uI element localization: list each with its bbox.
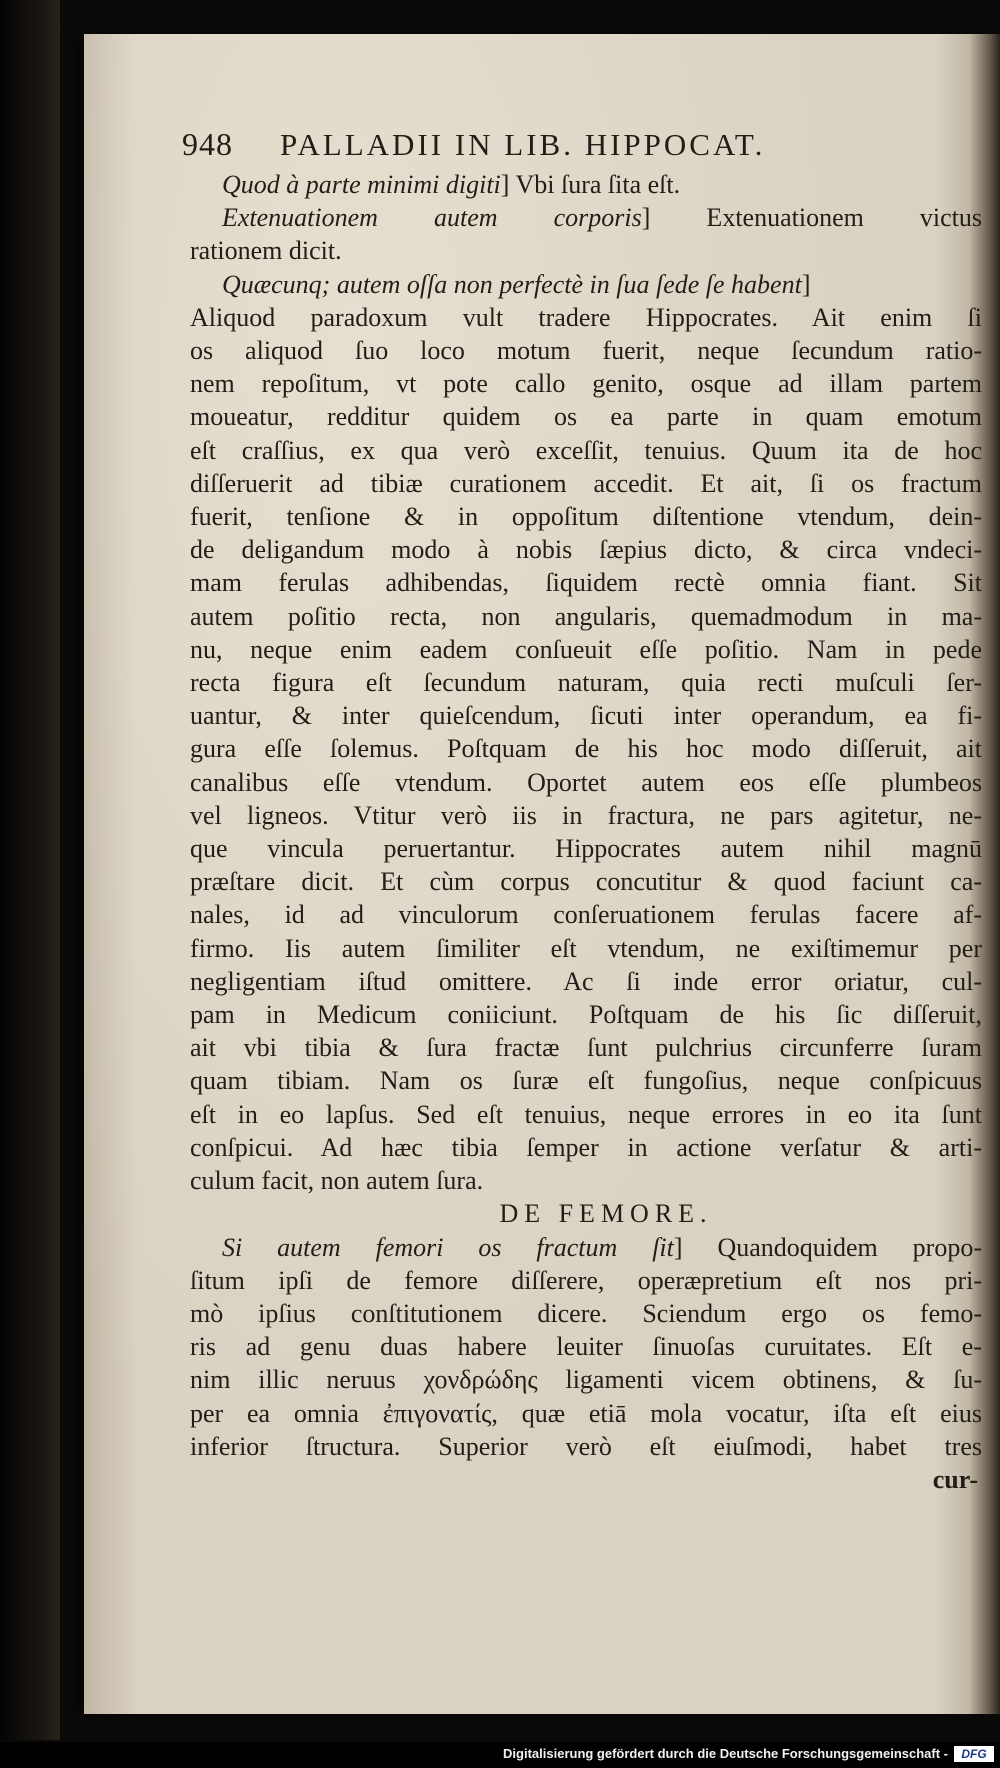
catchword: cur- xyxy=(932,1464,978,1494)
text-line xyxy=(190,201,982,234)
line-text: ] Extenuationem victus xyxy=(641,203,982,233)
lemma-citation: Quæcunq; autem oſſa non perfectè in ſua ſede ſe habent xyxy=(222,269,802,299)
text-line xyxy=(190,1330,982,1363)
text-line xyxy=(190,367,982,400)
line-text: pam in Medicum coniiciunt. Poſtquam de his ſic diſſeruit, xyxy=(190,1000,982,1030)
line-text: de deligandum modo à nobis ſæpius dicto, & circa vndeci- xyxy=(190,535,982,565)
text-line xyxy=(190,1098,982,1131)
line-text: ſitum ipſi de femore diſſerere, operæpretium eſt nos pri- xyxy=(190,1265,982,1295)
lemma-citation: Quod à parte minimi digiti xyxy=(222,170,501,199)
line-text: fuerit, tenſione & in oppoſitum diſtentione vtendum, dein- xyxy=(190,502,982,532)
text-line xyxy=(190,301,982,334)
line-text: culum facit, non autem ſura. xyxy=(190,1166,484,1196)
line-text: gura eſſe ſolemus. Poſtquam de his hoc modo diſſeruit, ait xyxy=(190,734,982,764)
text-line xyxy=(190,732,982,765)
text-line xyxy=(190,1064,982,1097)
line-text: recta figura eſt ſecundum naturam, quia recti muſculi ſer- xyxy=(190,668,982,698)
text-line xyxy=(190,898,982,931)
text-line xyxy=(190,832,982,865)
line-text: Aliquod paradoxum vult tradere Hippocrates. Ait enim ſi xyxy=(190,302,982,332)
line-text: nim illic neruus χονδρώδης ligamenti vicem obtinens, & ſu- xyxy=(190,1365,982,1395)
dfg-logo: DFG xyxy=(954,1746,994,1762)
line-text: que vincula peruertantur. Hippocrates autem nihil magnū xyxy=(190,834,982,864)
line-text: autem poſitio recta, non angularis, quemadmodum in ma- xyxy=(190,601,982,631)
line-text: os aliquod ſuo loco motum fuerit, neque ſecundum ratio- xyxy=(190,336,982,366)
text-line xyxy=(190,434,982,467)
text-line xyxy=(190,1231,982,1264)
line-text: eſt in eo lapſus. Sed eſt tenuius, neque errores in eo ita ſunt xyxy=(190,1099,982,1129)
text-line xyxy=(190,1397,982,1430)
scan-backdrop xyxy=(0,0,60,1740)
text-line xyxy=(190,1297,982,1330)
text-line xyxy=(190,1164,982,1197)
line-text: moueatur, redditur quidem os ea parte in quam emotum xyxy=(190,402,982,432)
line-text: eſt craſſius, ex qua verò exceſſit, tenuius. Quum ita de hoc xyxy=(190,435,982,465)
line-text: rationem dicit. xyxy=(190,236,342,266)
text-line xyxy=(190,1363,982,1396)
text-line xyxy=(190,799,982,832)
page-number: 948 xyxy=(182,126,233,162)
line-text: ] Vbi ſura ſita eſt. xyxy=(500,170,681,199)
running-title: PALLADII IN LIB. HIPPOCAT. xyxy=(280,127,766,162)
line-text: mam ferulas adhibendas, ſiquidem rectè omnia fiant. Sit xyxy=(190,568,982,598)
section-title: DE FEMORE. xyxy=(499,1199,713,1229)
page-header xyxy=(182,126,982,166)
line-text: mò ipſius conſtitutionem dicere. Sciendum ergo os femo- xyxy=(190,1298,982,1328)
text-line xyxy=(190,268,982,301)
text-line xyxy=(190,467,982,500)
text-line xyxy=(190,1430,982,1463)
section-text xyxy=(190,1231,982,1463)
text-line xyxy=(190,666,982,699)
line-text: vel ligneos. Vtitur verò iis in fractura, ne pars agitetur, ne- xyxy=(190,800,982,830)
line-text: uantur, & inter quieſcendum, ſicuti inter operandum, ea fi- xyxy=(190,701,982,731)
line-text: diſſeruerit ad tibiæ curationem accedit. Et ait, ſi os fractum xyxy=(190,468,982,498)
line-text: conſpicui. Ad hæc tibia ſemper in actione verſatur & arti- xyxy=(190,1132,982,1162)
text-line xyxy=(190,1131,982,1164)
line-text: quam tibiam. Nam os ſuræ eſt fungoſius, neque conſpicuus xyxy=(190,1066,982,1096)
lemma-citation: Si autem femori os fractum ſit xyxy=(222,1232,674,1262)
page-text-block xyxy=(182,126,982,1496)
line-text: canalibus eſſe vtendum. Oportet autem eos eſſe plumbeos xyxy=(190,767,982,797)
text-line xyxy=(190,334,982,367)
main-text xyxy=(190,168,982,1197)
text-line xyxy=(190,633,982,666)
text-line xyxy=(190,865,982,898)
line-text: negligentiam iſtud omittere. Ac ſi inde error oriatur, cul- xyxy=(190,966,982,996)
funding-credit: Digitalisierung gefördert durch die Deutsche Forschungsgemeinschaft - xyxy=(503,1746,948,1761)
text-line xyxy=(190,766,982,799)
line-text: nu, neque enim eadem conſueuit eſſe poſitio. Nam in pede xyxy=(190,634,982,664)
line-text: per ea omnia ἐπιγονατίς, quæ etiā mola vocatur, iſta eſt eius xyxy=(190,1398,982,1428)
line-text: nales, id ad vinculorum conſeruationem ferulas facere af- xyxy=(190,900,982,930)
text-line xyxy=(190,168,982,201)
line-text: firmo. Iis autem ſimiliter eſt vtendum, ne exiſtimemur per xyxy=(190,933,982,963)
text-line xyxy=(190,500,982,533)
text-line xyxy=(190,1264,982,1297)
line-text: nem repoſitum, vt pote callo genito, osque ad illam partem xyxy=(190,369,982,399)
line-text: ris ad genu duas habere leuiter ſinuoſas curuitates. Eſt e- xyxy=(190,1332,982,1362)
text-line xyxy=(190,400,982,433)
text-line xyxy=(190,1031,982,1064)
text-line xyxy=(190,699,982,732)
line-text: præſtare dicit. Et cùm corpus concutitur & quod faciunt ca- xyxy=(190,867,982,897)
lemma-citation: Extenuationem autem corporis xyxy=(222,203,642,233)
text-line xyxy=(190,998,982,1031)
text-line xyxy=(190,965,982,998)
line-text: inferior ſtructura. Superior verò eſt eiuſmodi, habet tres xyxy=(190,1431,982,1461)
line-text: ] Quandoquidem propo- xyxy=(673,1232,982,1262)
line-text: ] xyxy=(801,269,811,299)
text-line xyxy=(190,932,982,965)
text-line xyxy=(190,234,982,267)
text-line xyxy=(190,533,982,566)
text-line xyxy=(190,600,982,633)
line-text: ait vbi tibia & ſura fractæ ſunt pulchrius circunferre ſuram xyxy=(190,1033,982,1063)
text-line xyxy=(190,566,982,599)
